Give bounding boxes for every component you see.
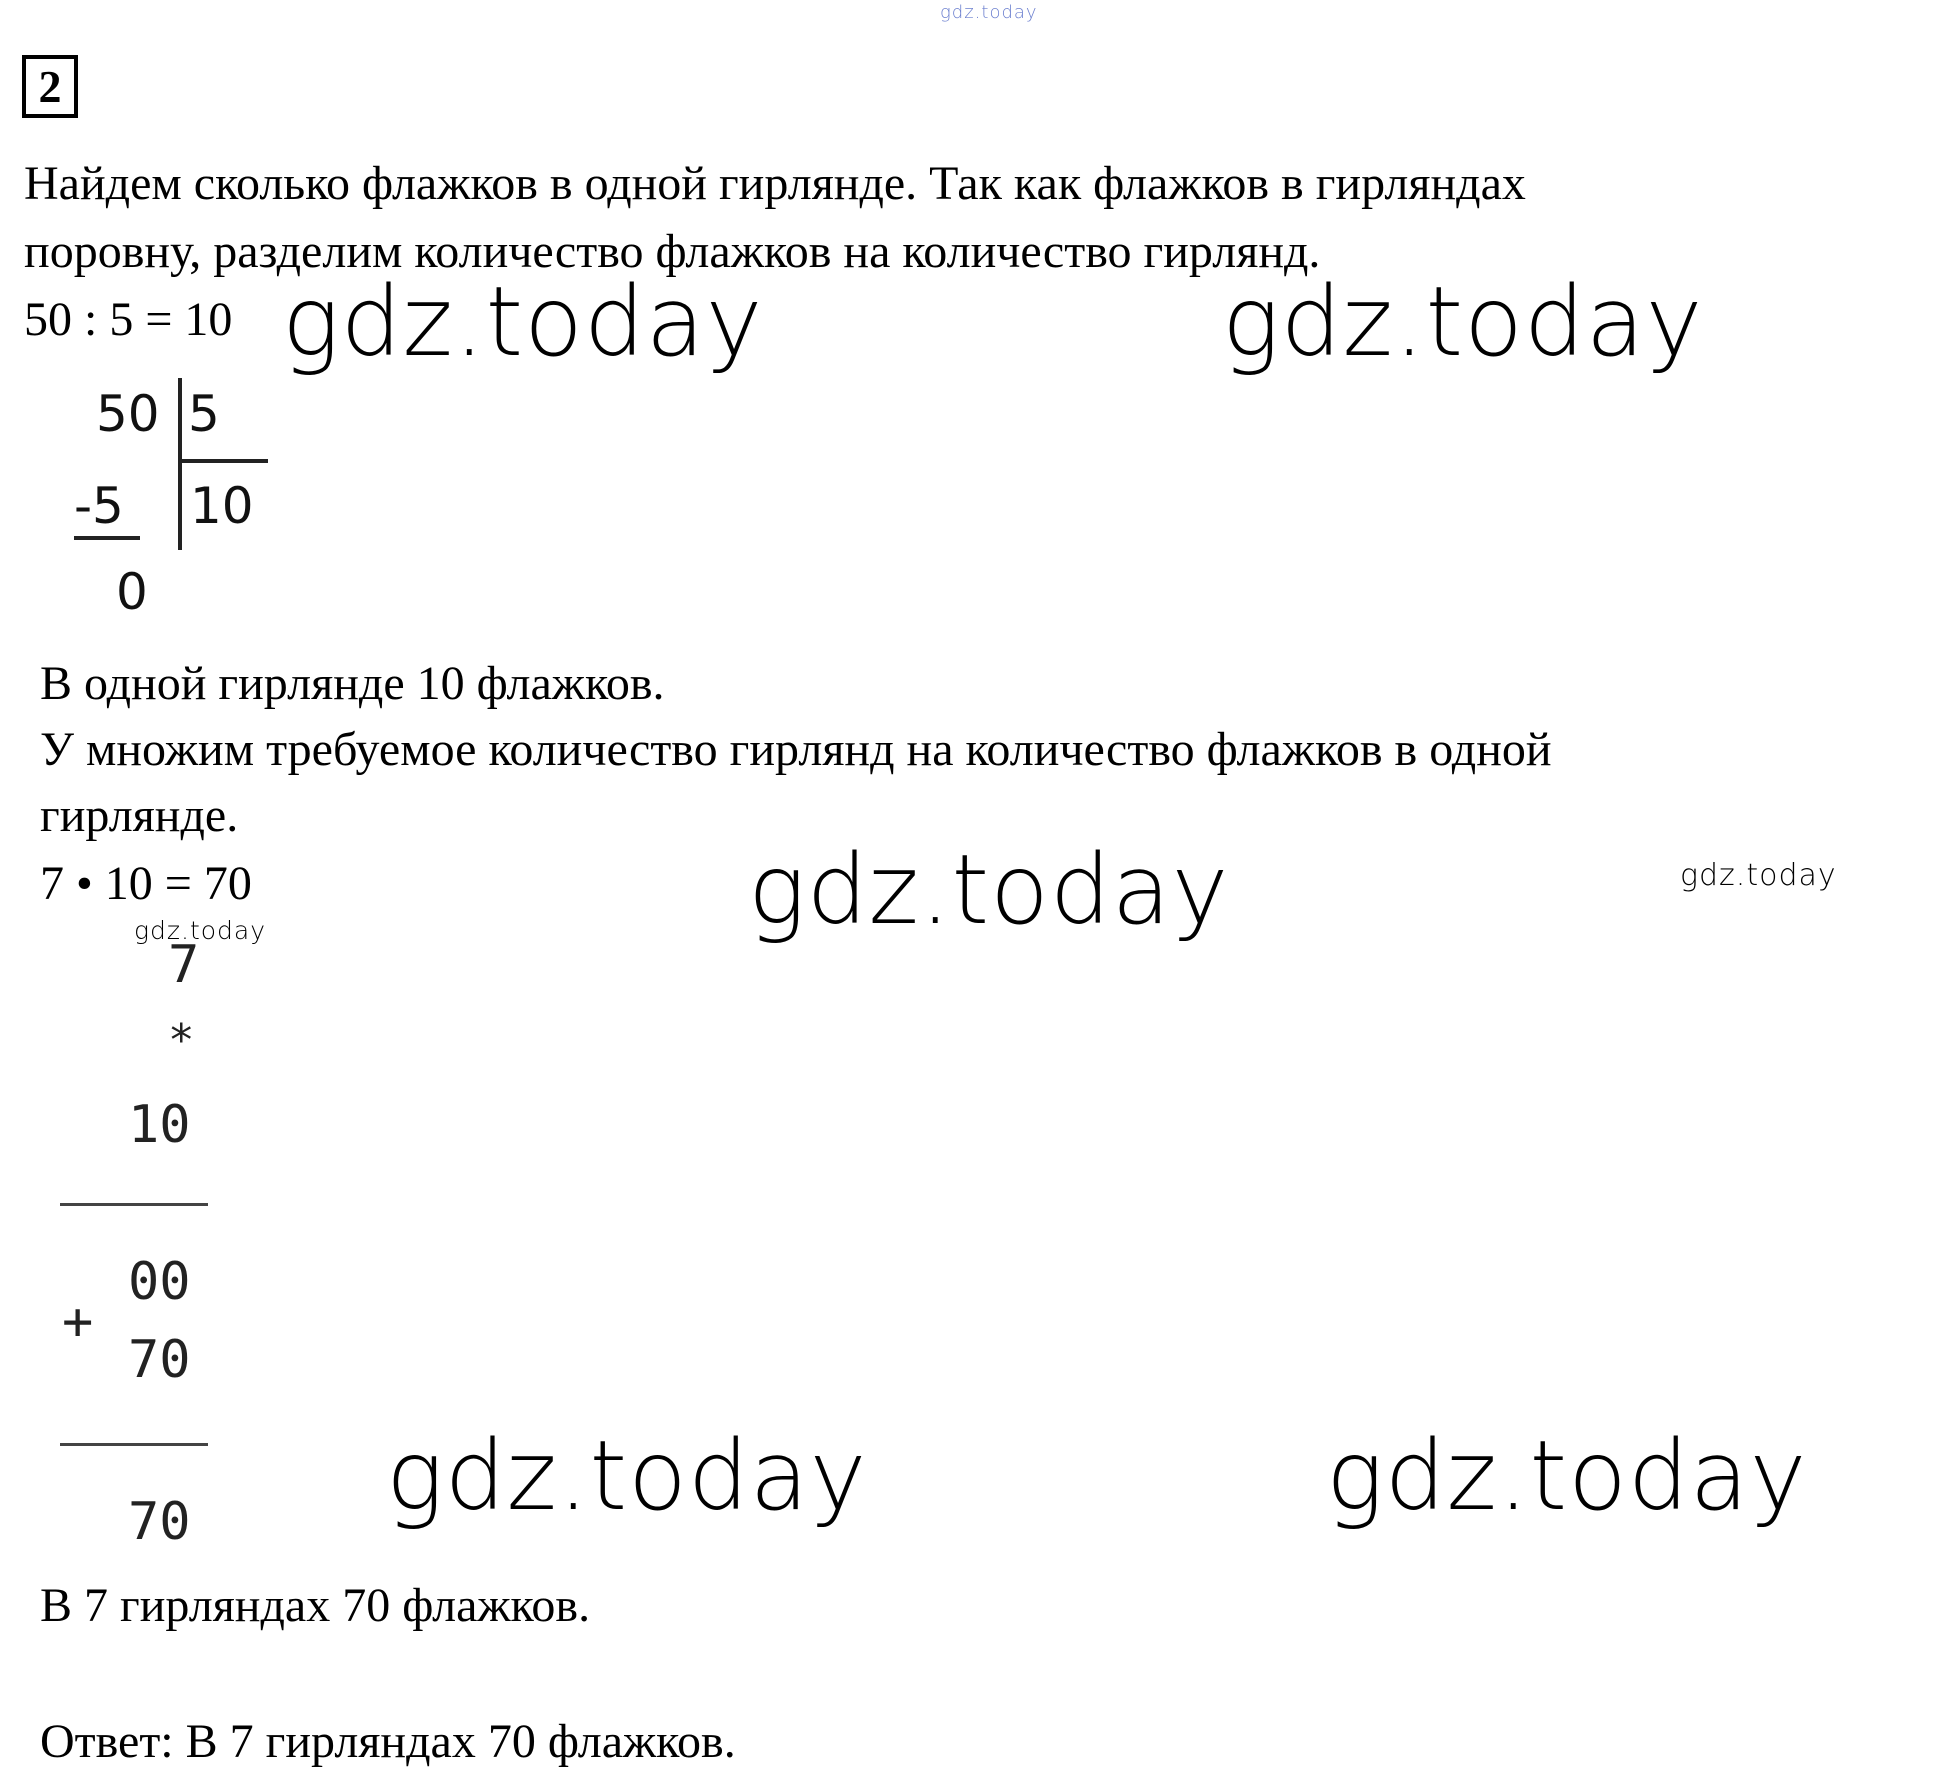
watermark-small: gdz.today bbox=[1680, 858, 1837, 893]
intro-line-1: Найдем сколько флажков в одной гирлянде. Так как флажков в гирляндах bbox=[24, 157, 1526, 210]
multiplication-rule-2 bbox=[60, 1443, 208, 1446]
watermark-small: gdz.today bbox=[134, 916, 267, 945]
multiplication-rule-1 bbox=[60, 1203, 208, 1206]
multiplication-partial-2: 70 bbox=[128, 1330, 191, 1390]
multiplication-product: 70 bbox=[128, 1492, 191, 1552]
task-number-box bbox=[22, 55, 78, 118]
intro-line-2: поровну, разделим количество флажков на количество гирлянд. bbox=[24, 225, 1321, 278]
watermark-large: gdz.today bbox=[748, 834, 1230, 946]
watermark-large: gdz.today bbox=[386, 1420, 868, 1532]
multiply-line-2: гирлянде. bbox=[40, 789, 239, 842]
header-watermark: gdz.today bbox=[940, 2, 1038, 23]
equation-multiplication: 7 • 10 = 70 bbox=[40, 857, 252, 910]
watermark-large: gdz.today bbox=[1222, 266, 1704, 378]
multiply-line-1: У множим требуемое количество гирлянд на количество флажков в одной bbox=[40, 723, 1552, 776]
multiplication-factor-1: 7 bbox=[168, 935, 200, 995]
multiplication-partial-1: 00 bbox=[128, 1252, 191, 1312]
division-quotient-bar bbox=[178, 459, 268, 463]
division-subtract-underline bbox=[74, 536, 140, 540]
division-subtract: -5 bbox=[74, 477, 124, 535]
multiplication-plus: + bbox=[62, 1292, 94, 1352]
multiplication-operator: * bbox=[168, 1015, 195, 1066]
answer-line: Ответ: В 7 гирляндах 70 флажков. bbox=[40, 1715, 736, 1768]
division-divisor: 5 bbox=[188, 385, 220, 443]
task-number: 2 bbox=[38, 61, 62, 112]
division-quotient: 10 bbox=[190, 477, 254, 535]
watermark-large: gdz.today bbox=[1326, 1420, 1808, 1532]
division-remainder: 0 bbox=[116, 563, 148, 621]
division-dividend: 50 bbox=[96, 385, 160, 443]
result-line-2: В 7 гирляндах 70 флажков. bbox=[40, 1579, 591, 1632]
multiplication-factor-2: 10 bbox=[128, 1095, 191, 1155]
watermark-large: gdz.today bbox=[282, 266, 764, 378]
division-vertical-bar bbox=[178, 378, 182, 550]
result-line-1: В одной гирлянде 10 флажков. bbox=[40, 657, 665, 710]
equation-division: 50 : 5 = 10 bbox=[24, 293, 233, 346]
